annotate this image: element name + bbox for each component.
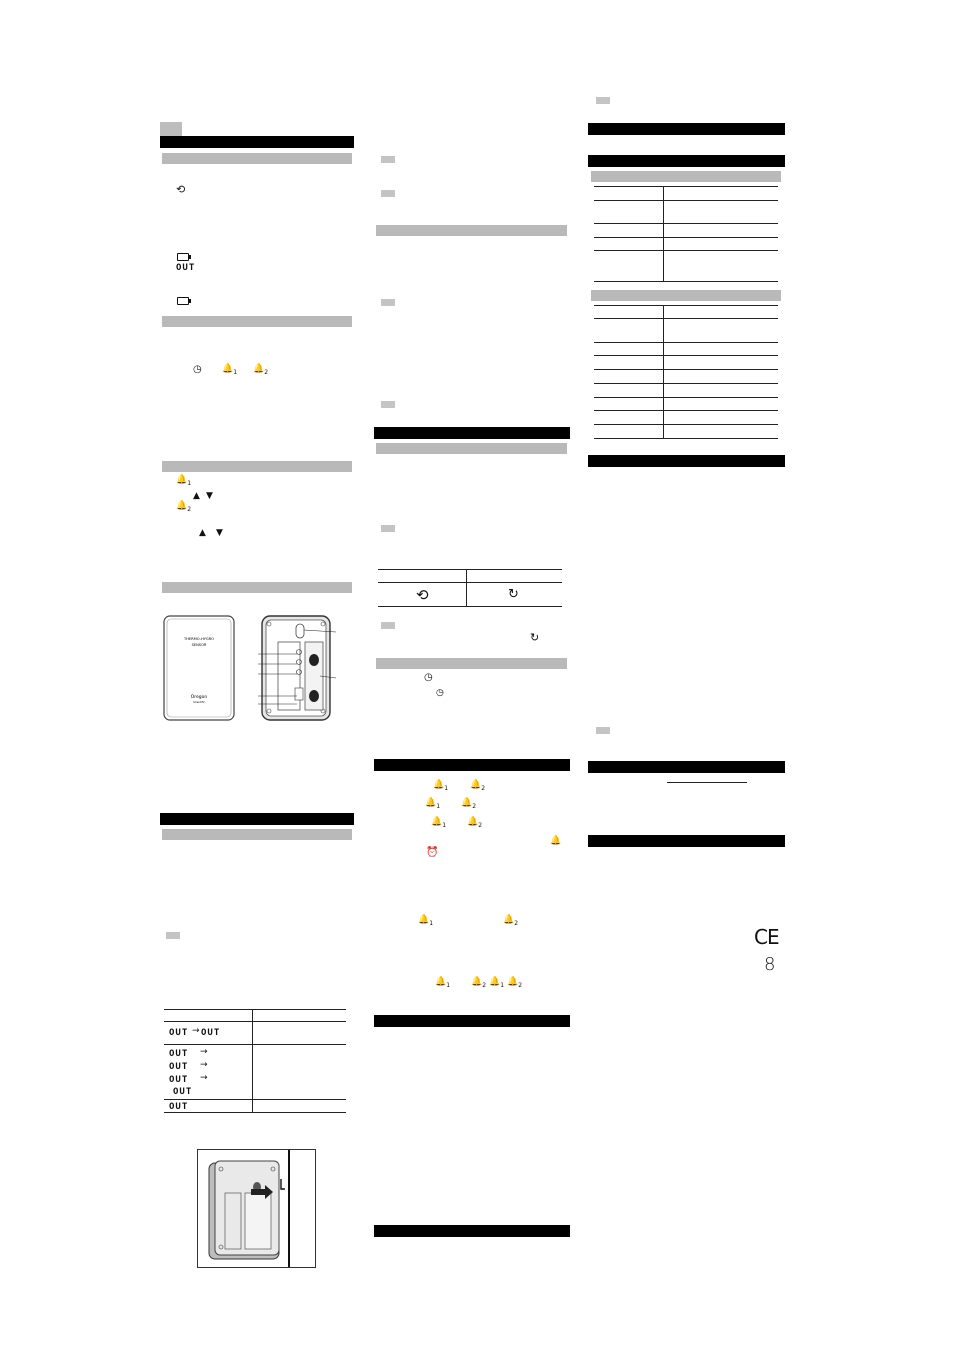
table-rule [594, 250, 778, 251]
arrow-right-icon: → [200, 1073, 208, 1083]
table-rule [378, 569, 562, 570]
arrow-right-icon: → [200, 1047, 208, 1057]
sensor-illustration [160, 612, 348, 726]
note-tag [381, 190, 395, 197]
section-header-bar [374, 427, 570, 439]
subsection-header-bar [376, 443, 567, 454]
out-icon: OUT [169, 1062, 189, 1072]
table-rule [164, 1021, 346, 1022]
section-header-bar [160, 136, 354, 148]
note-tag [381, 622, 395, 629]
alarm-1-icon: $🔔_1$ [418, 915, 434, 927]
subsection-header-bar [162, 461, 352, 472]
table-rule [164, 1112, 346, 1113]
section-header-bar [374, 759, 570, 771]
subsection-header-bar [162, 153, 352, 164]
sensor-front [164, 616, 234, 720]
wall-mount-illustration [197, 1149, 317, 1269]
section-header-bar [588, 123, 785, 135]
subsection-header-bar [376, 225, 567, 236]
note-tag [381, 156, 395, 163]
alarm-2-icon: $🔔_2$ [471, 977, 487, 989]
table-rule [594, 281, 778, 282]
alarm-2-icon: $🔔_2$ [253, 364, 269, 376]
snooze-icon: ⏰ [426, 847, 439, 858]
link-underline[interactable] [667, 782, 747, 783]
table-rule [378, 606, 562, 607]
table-rule [594, 342, 778, 343]
clock-icon: ◷ [193, 364, 202, 375]
note-tag [381, 401, 395, 408]
radio-reception-strong-icon: ⟲ [176, 183, 186, 196]
sensor-front-brand: Oregon [190, 695, 208, 700]
table-rule [378, 582, 562, 583]
sensor-front-brand-sub: Scientific [193, 701, 205, 704]
outdoor-signal-icon: OUT [201, 1028, 221, 1038]
out-icon: OUT [169, 1028, 189, 1038]
recycling-8-icon: 8 [764, 954, 776, 975]
alarm-1-icon: $🔔_1$ [176, 475, 192, 487]
alarm-1-icon: $🔔_1$ [222, 364, 238, 376]
section-header-bar [588, 835, 785, 847]
alarm-1-icon: $🔔_1$ [489, 977, 505, 989]
alarm-2-icon: $🔔_2$ [176, 501, 192, 513]
radio-reception-weak-icon: ↻ [530, 631, 540, 644]
language-tab [160, 122, 182, 136]
section-header-bar [588, 155, 785, 167]
alarm-2-icon: $🔔_2$ [503, 915, 519, 927]
section-header-bar [374, 1225, 570, 1237]
table-rule [594, 369, 778, 370]
radio-reception-strong-icon: ⟲ [416, 586, 429, 604]
up-triangle-icon: ▲ [199, 528, 206, 538]
table-rule [594, 438, 778, 439]
table-rule [594, 305, 778, 306]
alarm-2-icon: $🔔_2$ [467, 817, 483, 829]
alarm-1-icon: $🔔_1$ [435, 977, 451, 989]
note-tag [381, 525, 395, 532]
section-header-bar [374, 1015, 570, 1027]
note-tag [596, 727, 610, 734]
up-triangle-icon: ▲ [193, 491, 200, 501]
subsection-header-bar [591, 171, 781, 182]
subsection-header-bar [162, 582, 352, 593]
table-divider [663, 305, 664, 438]
out-icon: OUT [169, 1049, 189, 1059]
down-triangle-icon: ▼ [206, 491, 213, 501]
subsection-header-bar [376, 658, 567, 669]
out-icon: OUT [169, 1102, 189, 1112]
alarm-icon: 🔔 [550, 836, 562, 846]
battery-icon [177, 297, 189, 305]
table-rule [594, 355, 778, 356]
alarm-1-icon: $🔔_1$ [433, 780, 449, 792]
note-tag [596, 97, 610, 104]
table-rule [594, 186, 778, 187]
table-rule [594, 223, 778, 224]
section-header-bar [160, 813, 354, 825]
battery-icon [177, 253, 189, 261]
section-header-bar [588, 761, 785, 773]
table-rule [594, 397, 778, 398]
subsection-header-bar [162, 316, 352, 327]
table-divider [252, 1009, 253, 1112]
table-rule [164, 1044, 346, 1045]
note-tag [166, 932, 180, 939]
table-divider [663, 186, 664, 281]
table-rule [594, 318, 778, 319]
down-triangle-icon: ▼ [216, 528, 223, 538]
arrow-right-icon: → [200, 1060, 208, 1070]
sensor-front-subtitle: SENSOR [191, 643, 207, 647]
alarm-2-icon: $🔔_2$ [507, 977, 523, 989]
sensor-front-title: THERMO-HYGRO [184, 637, 214, 641]
table-divider [466, 569, 467, 606]
outdoor-signal-icon: OUT [176, 263, 196, 273]
table-rule [164, 1009, 346, 1010]
table-rule [594, 383, 778, 384]
clock-icon: ◷ [436, 688, 444, 698]
arrow-right-icon: → [192, 1026, 200, 1036]
table-rule [594, 200, 778, 201]
alarm-2-icon: $🔔_2$ [470, 780, 486, 792]
radio-reception-weak-icon: ↻ [508, 587, 519, 602]
alarm-1-icon: $🔔_1$ [431, 817, 447, 829]
section-header-bar [588, 455, 785, 467]
outdoor-signal-icon: OUT [169, 1075, 189, 1085]
clock-icon: ◷ [424, 672, 433, 683]
table-rule [594, 410, 778, 411]
subsection-header-bar [591, 290, 781, 301]
outdoor-signal-icon: OUT [173, 1087, 193, 1097]
alarm-2-icon: $🔔_2$ [461, 798, 477, 810]
note-tag [381, 299, 395, 306]
subsection-header-bar [162, 829, 352, 840]
alarm-1-icon: $🔔_1$ [425, 798, 441, 810]
table-rule [594, 424, 778, 425]
table-rule [164, 1099, 346, 1100]
table-rule [594, 237, 778, 238]
ce-mark-icon: CE [754, 925, 779, 949]
